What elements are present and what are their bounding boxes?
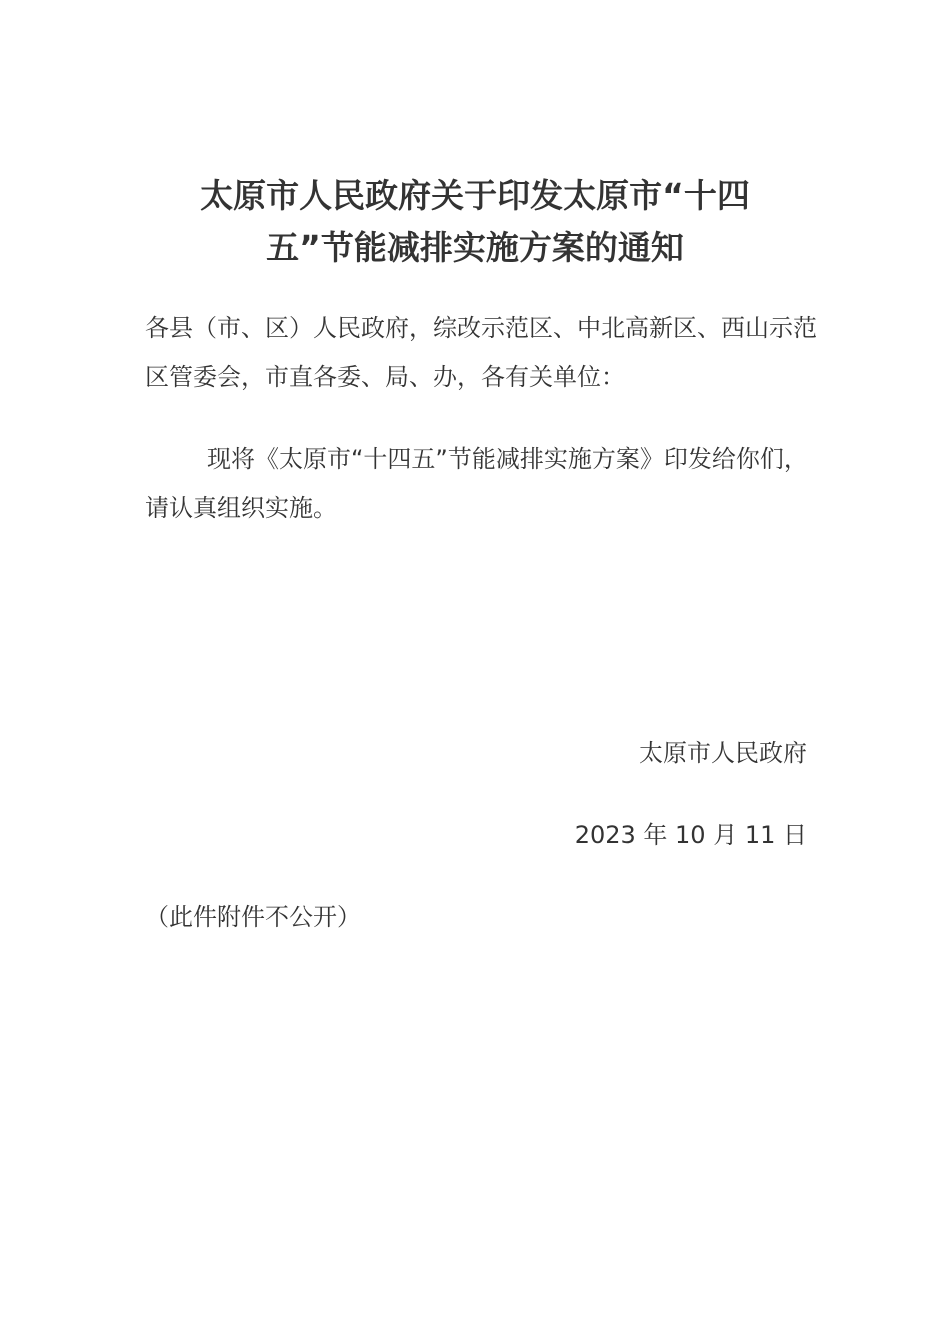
addressee-line-1: 各县（市、区）人民政府，综改示范区、中北高新区、西山示范 — [145, 314, 817, 342]
title-line-2: 五”节能减排实施方案的通知 — [266, 228, 684, 267]
issue-date: 2023 年 10 月 11 日 — [574, 821, 807, 849]
body-paragraph — [145, 435, 835, 533]
issuer-signature: 太原市人民政府 — [639, 739, 807, 767]
body-line-2: 请认真组织实施。 — [145, 494, 337, 522]
addressee — [145, 304, 815, 402]
document-title — [150, 170, 800, 274]
attachment-note: （此件附件不公开） — [145, 903, 361, 931]
body-line-1: 现将《太原市“十四五”节能减排实施方案》印发给你们， — [207, 445, 808, 473]
title-line-1: 太原市人民政府关于印发太原市“十四 — [200, 176, 750, 215]
addressee-line-2: 区管委会，市直各委、局、办，各有关单位： — [145, 363, 625, 391]
